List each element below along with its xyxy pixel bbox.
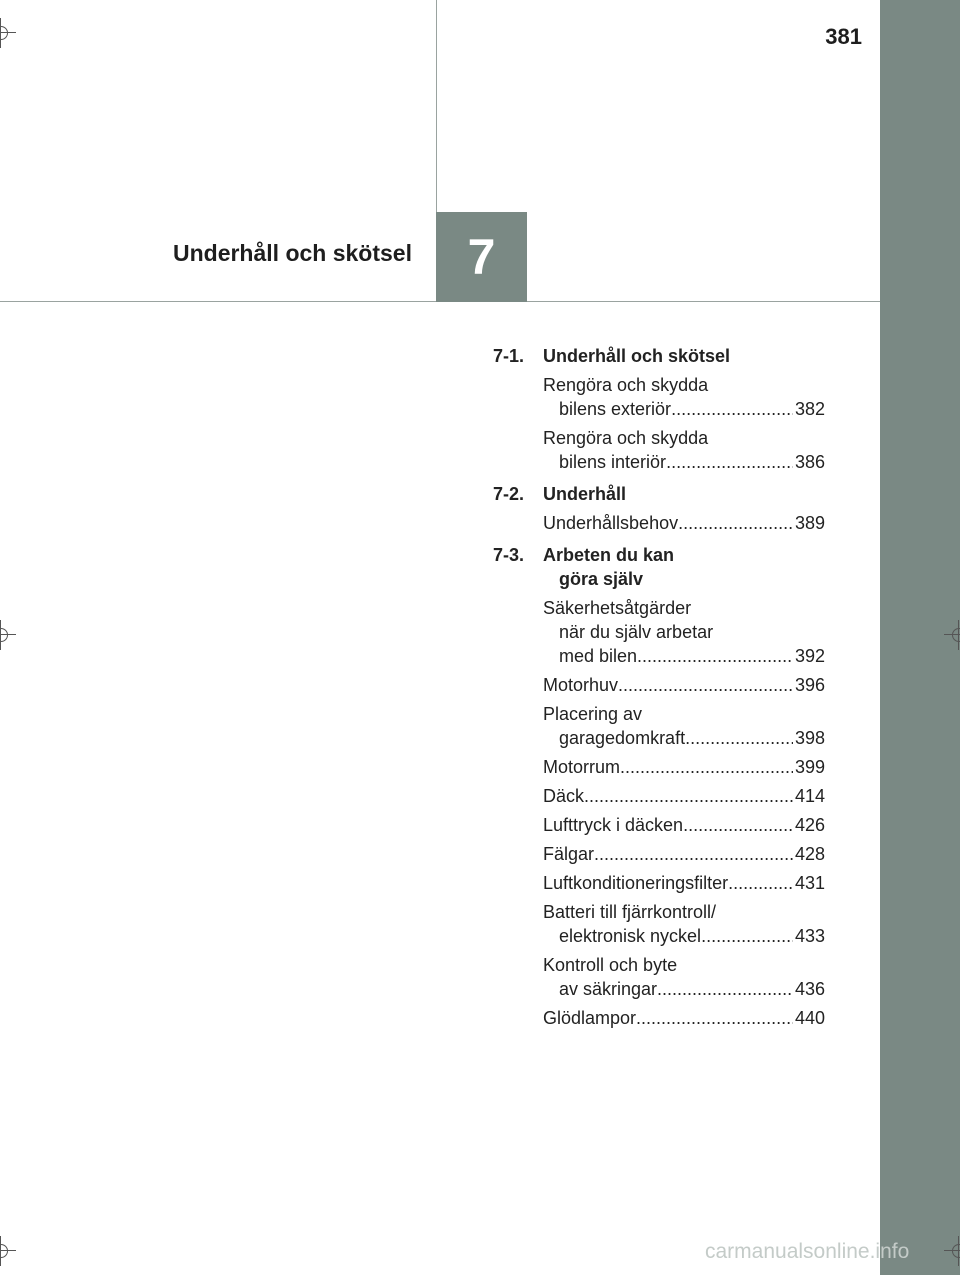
entry-title-line <box>543 924 825 948</box>
section-number: 7-3. <box>493 545 525 565</box>
chapter-title: Underhåll och skötsel <box>172 240 412 266</box>
dot-leader <box>728 871 793 895</box>
toc-entry[interactable] <box>493 755 825 779</box>
entry-title-line <box>543 784 825 808</box>
entry-title-line <box>543 450 825 474</box>
toc-entry[interactable] <box>493 842 825 866</box>
toc-entry[interactable] <box>493 673 825 697</box>
entry-title-line <box>543 397 825 421</box>
registration-mark-icon <box>0 620 16 650</box>
dot-leader <box>666 450 793 474</box>
toc-section-heading <box>493 344 825 368</box>
entry-title-line: Kontroll och byte <box>543 955 678 975</box>
section-number: 7-1. <box>493 346 525 366</box>
registration-mark-icon <box>0 18 16 48</box>
entry-page-number: 399 <box>794 757 825 777</box>
entry-title-line <box>543 1006 825 1030</box>
entry-title: Motorhuv <box>543 675 619 695</box>
entry-title-line: när du själv arbetar <box>559 622 714 642</box>
entry-title-line: Batteri till fjärrkontroll/ <box>543 902 717 922</box>
entry-title-line <box>543 977 825 1001</box>
entry-page-number: 396 <box>794 675 825 695</box>
entry-title: garagedomkraft <box>559 728 686 748</box>
entry-title-line <box>543 842 825 866</box>
entry-title: Underhållsbehov <box>543 513 679 533</box>
entry-page-number: 436 <box>794 979 825 999</box>
section-title: Underhåll <box>543 484 627 504</box>
toc-entry[interactable] <box>493 871 825 895</box>
entry-title: av säkringar <box>559 979 658 999</box>
toc-entry[interactable] <box>493 953 825 1001</box>
table-of-contents <box>493 344 825 1030</box>
registration-mark-icon <box>0 1236 16 1266</box>
entry-title-line <box>543 871 825 895</box>
toc-section-heading <box>493 482 825 506</box>
entry-page-number: 386 <box>794 452 825 472</box>
entry-page-number: 398 <box>794 728 825 748</box>
entry-page-number: 392 <box>794 646 825 666</box>
entry-title-line <box>543 644 825 668</box>
toc-entry[interactable] <box>493 511 825 535</box>
entry-title-line <box>543 755 825 779</box>
entry-title-line <box>543 673 825 697</box>
entry-page-number: 440 <box>794 1008 825 1028</box>
dot-leader <box>701 924 793 948</box>
dot-leader <box>636 1006 793 1030</box>
entry-title: bilens exteriör <box>559 399 672 419</box>
header-divider-vertical <box>436 0 437 212</box>
entry-title: Lufttryck i däcken <box>543 815 684 835</box>
section-title: Underhåll och skötsel <box>543 346 731 366</box>
entry-page-number: 382 <box>794 399 825 419</box>
section-title: göra själv <box>559 569 644 589</box>
toc-section-heading <box>493 543 825 591</box>
dot-leader <box>685 726 793 750</box>
dot-leader <box>618 673 793 697</box>
entry-page-number: 389 <box>794 513 825 533</box>
entry-title-line: Placering av <box>543 704 643 724</box>
watermark: carmanualsonline.info <box>705 1240 910 1263</box>
toc-entry[interactable] <box>493 373 825 421</box>
entry-title-line: Rengöra och skydda <box>543 428 709 448</box>
section-number: 7-2. <box>493 484 525 504</box>
toc-entry[interactable] <box>493 1006 825 1030</box>
entry-title: Motorrum <box>543 757 621 777</box>
dot-leader <box>637 644 793 668</box>
entry-page-number: 428 <box>794 844 825 864</box>
toc-entry[interactable] <box>493 900 825 948</box>
entry-page-number: 433 <box>794 926 825 946</box>
entry-title: bilens interiör <box>559 452 667 472</box>
registration-mark-icon <box>944 620 960 650</box>
chapter-number: 7 <box>467 229 496 285</box>
dot-leader <box>671 397 793 421</box>
entry-title: med bilen <box>559 646 638 666</box>
entry-title: Glödlampor <box>543 1008 637 1028</box>
entry-title-line: Rengöra och skydda <box>543 375 709 395</box>
entry-title-line <box>543 813 825 837</box>
entry-title: elektronisk nyckel <box>559 926 702 946</box>
dot-leader <box>584 784 793 808</box>
entry-title-line <box>543 511 825 535</box>
toc-entry[interactable] <box>493 426 825 474</box>
section-title: Arbeten du kan <box>543 545 675 565</box>
entry-title: Luftkonditioneringsfilter <box>543 873 729 893</box>
dot-leader <box>683 813 793 837</box>
dot-leader <box>594 842 793 866</box>
toc-entry[interactable] <box>493 702 825 750</box>
page-number: 381 <box>825 24 862 49</box>
chapter-number-box <box>436 212 527 302</box>
dot-leader <box>678 511 793 535</box>
dot-leader <box>620 755 793 779</box>
toc-entry[interactable] <box>493 596 825 668</box>
entry-page-number: 426 <box>794 815 825 835</box>
entry-title: Däck <box>543 786 585 806</box>
dot-leader <box>657 977 793 1001</box>
entry-page-number: 414 <box>794 786 825 806</box>
toc-entry[interactable] <box>493 784 825 808</box>
entry-title-line <box>543 726 825 750</box>
entry-title-line: Säkerhetsåtgärder <box>543 598 692 618</box>
entry-page-number: 431 <box>794 873 825 893</box>
entry-title: Fälgar <box>543 844 595 864</box>
toc-entry[interactable] <box>493 813 825 837</box>
